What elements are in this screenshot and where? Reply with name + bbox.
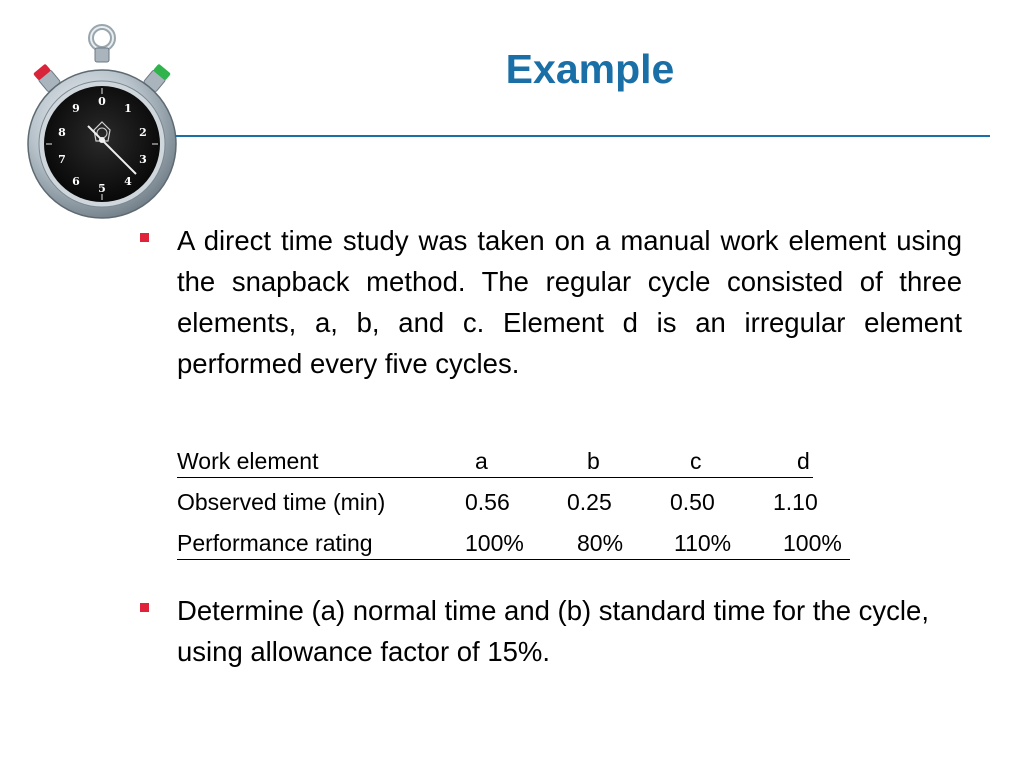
dial-numeral: 1 [124,102,132,115]
bullet-marker [140,233,152,245]
bullet-marker [140,603,152,615]
title-divider [175,135,990,137]
table-cell: 0.50 [670,489,715,515]
bullet-text-problem: A direct time study was taken on a manual work element using the snapback method. The regular cycle consisted of three elements, a, b, and c. Element d is an irregular element performed every five cycles. [177,225,962,379]
dial-numeral: 7 [58,153,66,166]
table-header-cell: a [475,448,488,474]
table-cell: 80% [577,530,624,556]
table-cell: Performance rating [177,530,373,556]
dial-numeral: 9 [72,102,80,115]
table-cell: 0.25 [567,489,612,515]
table-cell: 110% [674,530,732,556]
table-header-cell: Work element [177,448,319,474]
slide-title: Example [505,46,675,92]
table-header-cell: c [690,448,702,474]
stopwatch-icon [22,24,182,220]
table-header-cell: b [587,448,600,474]
dial-numeral: 6 [72,175,80,188]
bullet-text-question: Determine (a) normal time and (b) standard time for the cycle, using allowance factor of 15%. [177,595,929,667]
table-cell: Observed time (min) [177,489,386,515]
dial-numeral: 2 [139,126,147,139]
table-cell: 100% [465,530,524,556]
dial-numeral: 5 [98,182,106,195]
dial-numeral: 3 [139,153,147,166]
dial-numeral: 0 [98,95,106,108]
table-header-cell: d [797,448,810,474]
dial-numeral: 8 [58,126,66,139]
table-cell: 100% [783,530,842,556]
table-cell: 1.10 [773,489,818,515]
dial-numeral: 4 [124,175,132,188]
table-cell: 0.56 [465,489,510,515]
